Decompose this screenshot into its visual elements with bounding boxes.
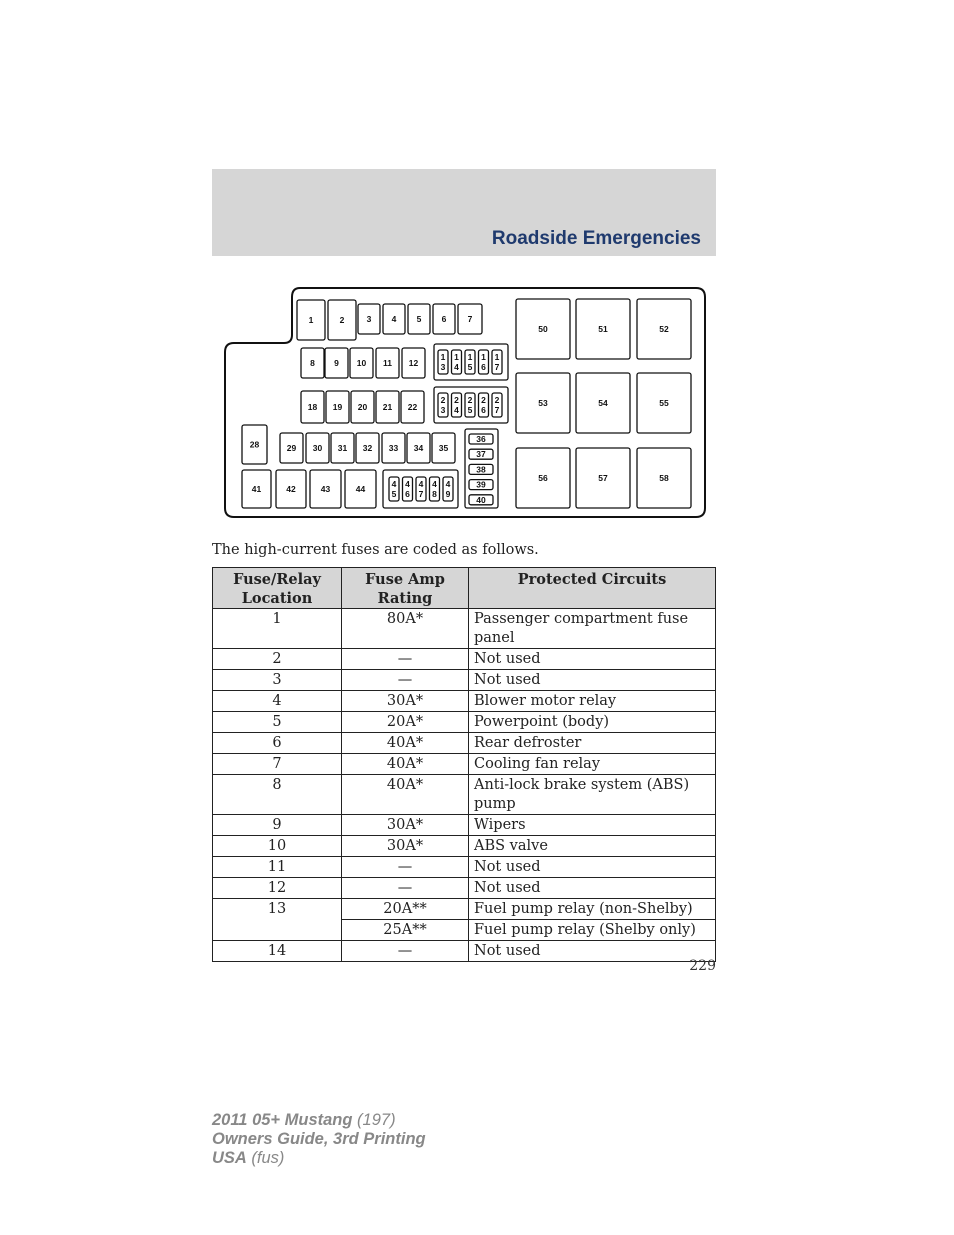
table-row <box>213 733 716 754</box>
cell-rating: — <box>342 878 469 899</box>
fuse-label-41: 41 <box>251 484 262 494</box>
section-title: Roadside Emergencies <box>491 228 701 249</box>
cell-location: 8 <box>213 775 342 815</box>
fuse-label-11: 11 <box>383 358 392 368</box>
fuse-label-45: 4 5 <box>391 479 397 499</box>
fuse-label-26: 2 6 <box>481 395 486 415</box>
fuse-label-39: 39 <box>476 479 486 490</box>
fuse-label-1: 1 <box>308 315 314 325</box>
fuse-label-35: 35 <box>438 443 449 453</box>
cell-location: 10 <box>213 836 342 857</box>
table-row <box>213 941 716 962</box>
fuse-label-43: 43 <box>320 484 331 494</box>
cell-rating: 20A* <box>342 712 469 733</box>
fuse-label-58: 58 <box>659 473 669 483</box>
table-row <box>213 649 716 670</box>
fuse-label-28: 28 <box>249 439 260 450</box>
footer-market-code: (fus) <box>246 1149 285 1167</box>
fuse-label-22: 22 <box>407 402 418 412</box>
cell-rating: — <box>342 670 469 691</box>
cell-circuit: Rear defroster <box>469 733 716 754</box>
table-row <box>213 712 716 733</box>
cell-location: 13 <box>213 899 342 941</box>
table-row <box>213 754 716 775</box>
cell-location: 1 <box>213 609 342 649</box>
fuse-label-54: 54 <box>598 398 608 408</box>
fuse-label-31: 31 <box>337 443 348 453</box>
fuse-label-37: 37 <box>476 449 486 460</box>
footer <box>212 1111 426 1168</box>
fuse-label-21: 21 <box>382 402 393 412</box>
fuse-label-30: 30 <box>312 443 323 453</box>
table-row <box>213 670 716 691</box>
table-row <box>213 691 716 712</box>
fuse-label-18: 18 <box>307 402 318 412</box>
fuse-label-47: 4 7 <box>418 479 424 499</box>
fuse-label-2: 2 <box>339 315 345 325</box>
fuse-label-5: 5 <box>416 314 422 324</box>
cell-location: 11 <box>213 857 342 878</box>
fuse-label-3: 3 <box>366 314 372 324</box>
fuse-label-36: 36 <box>476 434 486 444</box>
cell-circuit: Not used <box>469 670 716 691</box>
fuse-label-46: 4 6 <box>405 479 410 499</box>
fuse-label-6: 6 <box>441 314 447 324</box>
fuse-label-48: 4 8 <box>432 479 437 499</box>
cell-circuit: Fuel pump relay (non-Shelby) <box>469 899 716 920</box>
cell-rating: 30A* <box>342 691 469 712</box>
fuse-label-53: 53 <box>538 398 548 408</box>
footer-market: USA <box>212 1149 247 1167</box>
cell-circuit: Not used <box>469 857 716 878</box>
cell-location: 3 <box>213 670 342 691</box>
cell-location: 7 <box>213 754 342 775</box>
cell-circuit: Not used <box>469 878 716 899</box>
cell-rating: 25A** <box>342 920 469 941</box>
fuse-label-42: 42 <box>286 484 296 494</box>
fuse-label-27: 2 7 <box>494 395 500 415</box>
cell-circuit: Powerpoint (body) <box>469 712 716 733</box>
header-circuits: Protected Circuits <box>469 568 716 609</box>
fuse-label-57: 57 <box>598 473 608 483</box>
fuse-label-4: 4 <box>391 314 397 324</box>
cell-rating: 30A* <box>342 815 469 836</box>
cell-circuit: Anti-lock brake system (ABS) pump <box>469 775 716 815</box>
table-row <box>213 836 716 857</box>
fuse-label-25: 2 5 <box>467 395 473 415</box>
cell-circuit: Fuel pump relay (Shelby only) <box>469 920 716 941</box>
fuse-label-52: 52 <box>659 324 669 334</box>
cell-rating: 30A* <box>342 836 469 857</box>
fuse-label-10: 10 <box>356 358 367 368</box>
cell-rating: 40A* <box>342 775 469 815</box>
header-location: Fuse/Relay Location <box>213 568 342 609</box>
cell-location: 5 <box>213 712 342 733</box>
cell-rating: 20A** <box>342 899 469 920</box>
table-row <box>213 815 716 836</box>
fuse-label-29: 29 <box>286 443 297 453</box>
fuse-label-51: 51 <box>598 324 608 334</box>
fuse-label-50: 50 <box>538 324 548 334</box>
fuse-label-8: 8 <box>310 358 315 368</box>
fuse-label-17: 1 7 <box>494 352 500 372</box>
cell-location: 2 <box>213 649 342 670</box>
cell-circuit: ABS valve <box>469 836 716 857</box>
fuse-label-20: 20 <box>357 402 368 412</box>
footer-guide: Owners Guide, 3rd Printing <box>212 1130 426 1148</box>
table-row <box>213 609 716 649</box>
fuse-label-33: 33 <box>388 443 399 453</box>
cell-circuit: Wipers <box>469 815 716 836</box>
fuse-label-38: 38 <box>476 464 486 475</box>
cell-circuit: Not used <box>469 941 716 962</box>
cell-location: 9 <box>213 815 342 836</box>
table-row <box>213 878 716 899</box>
fuse-label-15: 1 5 <box>467 352 473 372</box>
cell-location: 4 <box>213 691 342 712</box>
fuse-table <box>212 567 716 962</box>
fuse-label-23: 2 3 <box>440 395 446 415</box>
fuse-label-40: 40 <box>476 494 486 505</box>
footer-model: 2011 05+ Mustang <box>212 1111 353 1129</box>
fuse-label-56: 56 <box>538 473 548 483</box>
fuse-label-13: 1 3 <box>440 352 446 372</box>
cell-rating: — <box>342 857 469 878</box>
cell-circuit: Not used <box>469 649 716 670</box>
cell-location: 12 <box>213 878 342 899</box>
cell-location: 14 <box>213 941 342 962</box>
fuse-label-9: 9 <box>334 358 339 368</box>
fuse-label-14: 1 4 <box>454 352 459 372</box>
cell-circuit: Cooling fan relay <box>469 754 716 775</box>
cell-rating: 40A* <box>342 754 469 775</box>
fuse-label-49: 4 9 <box>445 479 451 499</box>
table-row <box>213 775 716 815</box>
cell-circuit: Passenger compartment fuse panel <box>469 609 716 649</box>
fuse-label-7: 7 <box>467 314 473 324</box>
fuse-label-55: 55 <box>659 398 669 408</box>
cell-rating: — <box>342 649 469 670</box>
fuse-label-32: 32 <box>362 443 373 453</box>
cell-rating: — <box>342 941 469 962</box>
table-header-row <box>213 568 716 609</box>
fuse-box-diagram <box>222 286 708 526</box>
header-rating: Fuse Amp Rating <box>342 568 469 609</box>
table-row <box>213 857 716 878</box>
fuse-label-19: 19 <box>332 402 343 412</box>
fuse-label-16: 1 6 <box>481 352 486 372</box>
table-row <box>213 899 716 920</box>
footer-model-code: (197) <box>352 1111 396 1129</box>
fuse-label-24: 2 4 <box>454 395 459 415</box>
page-number: 229 <box>689 958 716 974</box>
cell-rating: 40A* <box>342 733 469 754</box>
cell-circuit: Blower motor relay <box>469 691 716 712</box>
section-header-band <box>212 169 716 256</box>
cell-location: 6 <box>213 733 342 754</box>
fuse-label-12: 12 <box>408 358 419 368</box>
intro-text: The high-current fuses are coded as follows. <box>212 542 539 558</box>
fuse-label-44: 44 <box>355 484 366 494</box>
fuse-label-34: 34 <box>413 443 424 453</box>
cell-rating: 80A* <box>342 609 469 649</box>
